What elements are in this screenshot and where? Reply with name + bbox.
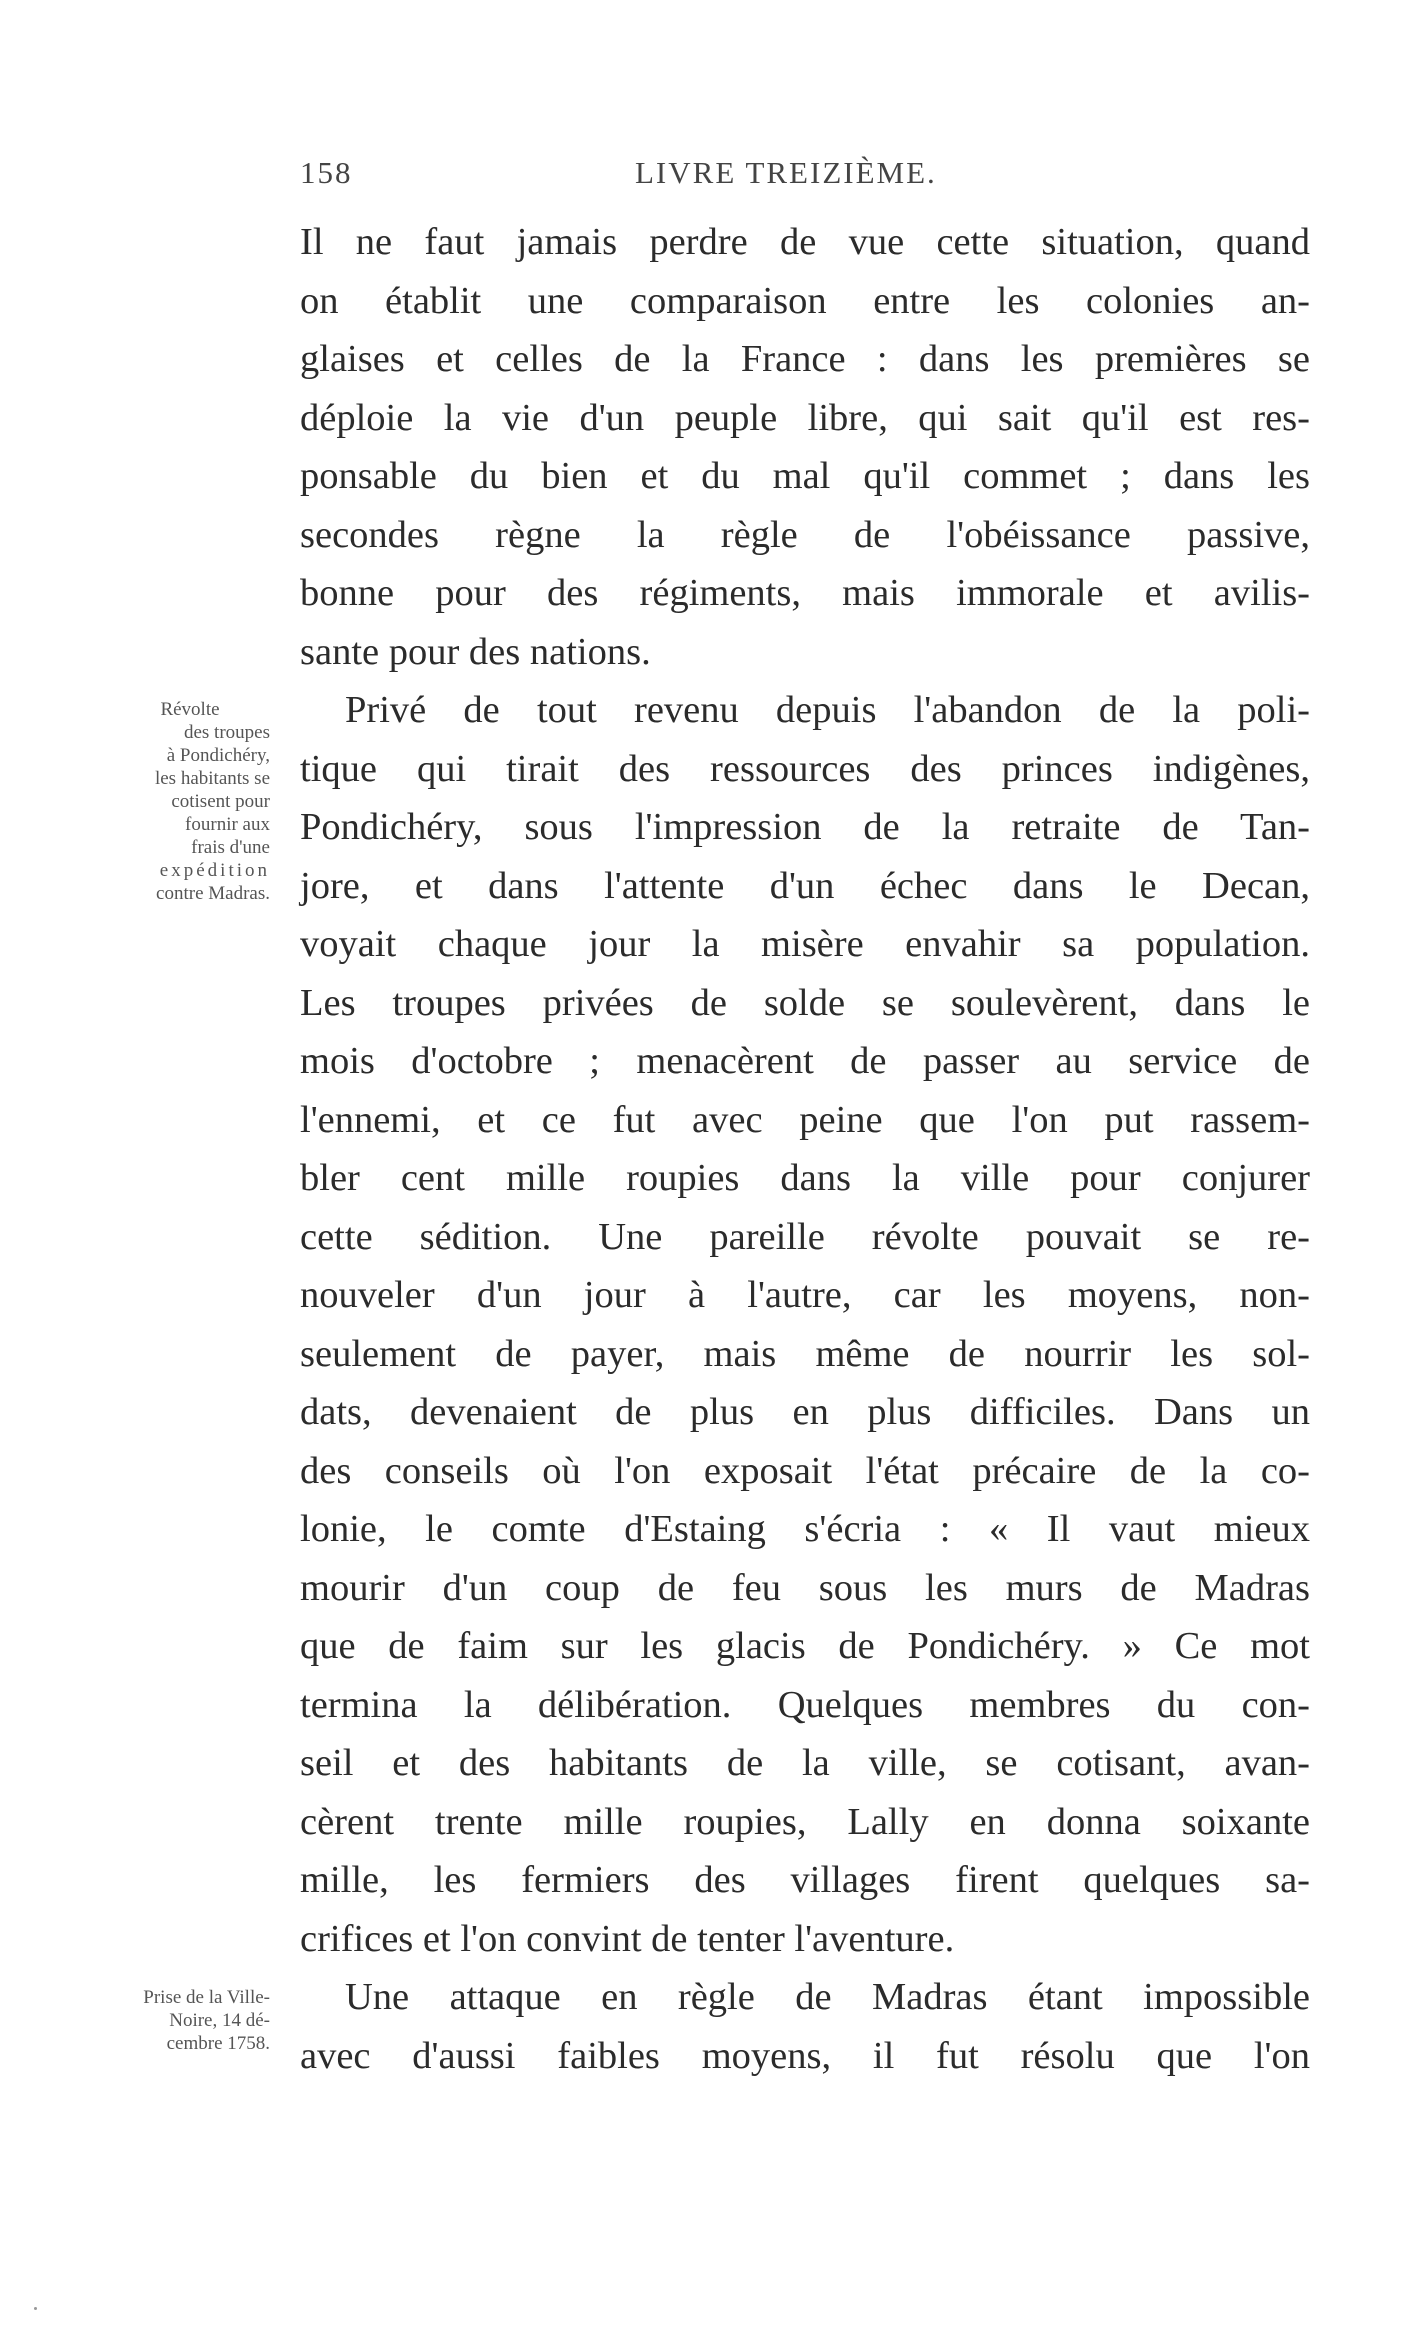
text-line: Les troupes privées de solde se soulevèrent, dans le [300, 981, 1310, 1024]
text-line: Il ne faut jamais perdre de vue cette situation, quand [300, 221, 1310, 263]
text-line: bler cent mille roupies dans la ville pour conjurer [300, 1157, 1310, 1199]
margin-note-prise [70, 1986, 270, 2055]
text-line: on établit une comparaison entre les colonies an- [300, 279, 1310, 322]
text-line: mois d'octobre ; menacèrent de passer au service de [300, 1040, 1310, 1082]
page-number: 158 [300, 155, 353, 190]
margin-note-line: cotisent pour [171, 791, 270, 812]
text-line: l'ennemi, et ce fut avec peine que l'on put rassem- [300, 1098, 1310, 1141]
body-text [300, 213, 1310, 2085]
paper-speck [34, 2307, 37, 2310]
text-line: tique qui tirait des ressources des princes indigènes, [300, 747, 1310, 790]
text-line: Pondichéry, sous l'impression de la retraite de Tan- [300, 806, 1310, 848]
text-line: cèrent trente mille roupies, Lally en donna soixante [300, 1800, 1310, 1843]
text-line: que de faim sur les glacis de Pondichéry. » Ce mot [300, 1625, 1310, 1667]
text-line: secondes règne la règle de l'obéissance passive, [300, 513, 1310, 556]
margin-note-line: frais d'une [191, 837, 270, 858]
margin-note-line: les habitants se [154, 768, 270, 789]
text-line: Une attaque en règle de Madras étant impossible [345, 1976, 1310, 2018]
margin-note-line: expédition [159, 860, 270, 881]
running-head [300, 155, 1310, 195]
text-line: glaises et celles de la France : dans les premières se [300, 338, 1310, 380]
text-line: jore, et dans l'attente d'un échec dans le Decan, [300, 864, 1310, 907]
text-line: avec d'aussi faibles moyens, il fut résolu que l'on [300, 2034, 1310, 2077]
margin-note-line: fournir aux [185, 814, 270, 835]
margin-note-line: à Pondichéry, [166, 745, 270, 766]
text-line: bonne pour des régiments, mais immorale et avilis- [300, 572, 1310, 614]
text-line: voyait chaque jour la misère envahir sa population. [300, 923, 1310, 965]
text-line: termina la délibération. Quelques membres du con- [300, 1683, 1310, 1726]
text-line: nouveler d'un jour à l'autre, car les moyens, non- [300, 1274, 1310, 1316]
text-line: Privé de tout revenu depuis l'abandon de la poli- [345, 689, 1310, 731]
text-line: lonie, le comte d'Estaing s'écria : « Il vaut mieux [300, 1508, 1310, 1550]
margin-note-line: cembre 1758. [166, 2033, 270, 2054]
text-line: ponsable du bien et du mal qu'il commet ; dans les [300, 455, 1310, 497]
margin-note-line: Révolte [160, 699, 220, 720]
text-line: crifices et l'on convint de tenter l'aventure. [300, 1917, 955, 1960]
margin-note-line: des troupes [183, 722, 270, 743]
text-line: des conseils où l'on exposait l'état précaire de la co- [300, 1449, 1310, 1492]
text-line: cette sédition. Une pareille révolte pouvait se re- [300, 1215, 1310, 1258]
text-line: mourir d'un coup de feu sous les murs de Madras [300, 1566, 1310, 1609]
text-line: dats, devenaient de plus en plus difficiles. Dans un [300, 1391, 1310, 1433]
text-line: seil et des habitants de la ville, se cotisant, avan- [300, 1742, 1310, 1784]
text-line: mille, les fermiers des villages firent quelques sa- [300, 1859, 1310, 1901]
margin-note-line: Noire, 14 dé- [169, 2010, 270, 2031]
text-line: sante pour des nations. [300, 630, 651, 673]
text-line: seulement de payer, mais même de nourrir les sol- [300, 1332, 1310, 1375]
margin-note-revolte [70, 698, 270, 905]
margin-note-line: contre Madras. [156, 883, 270, 904]
text-line: déploie la vie d'un peuple libre, qui sait qu'il est res- [300, 396, 1310, 439]
running-title: LIVRE TREIZIÈME. [635, 155, 937, 190]
margin-note-line: Prise de la Ville- [143, 1987, 270, 2008]
